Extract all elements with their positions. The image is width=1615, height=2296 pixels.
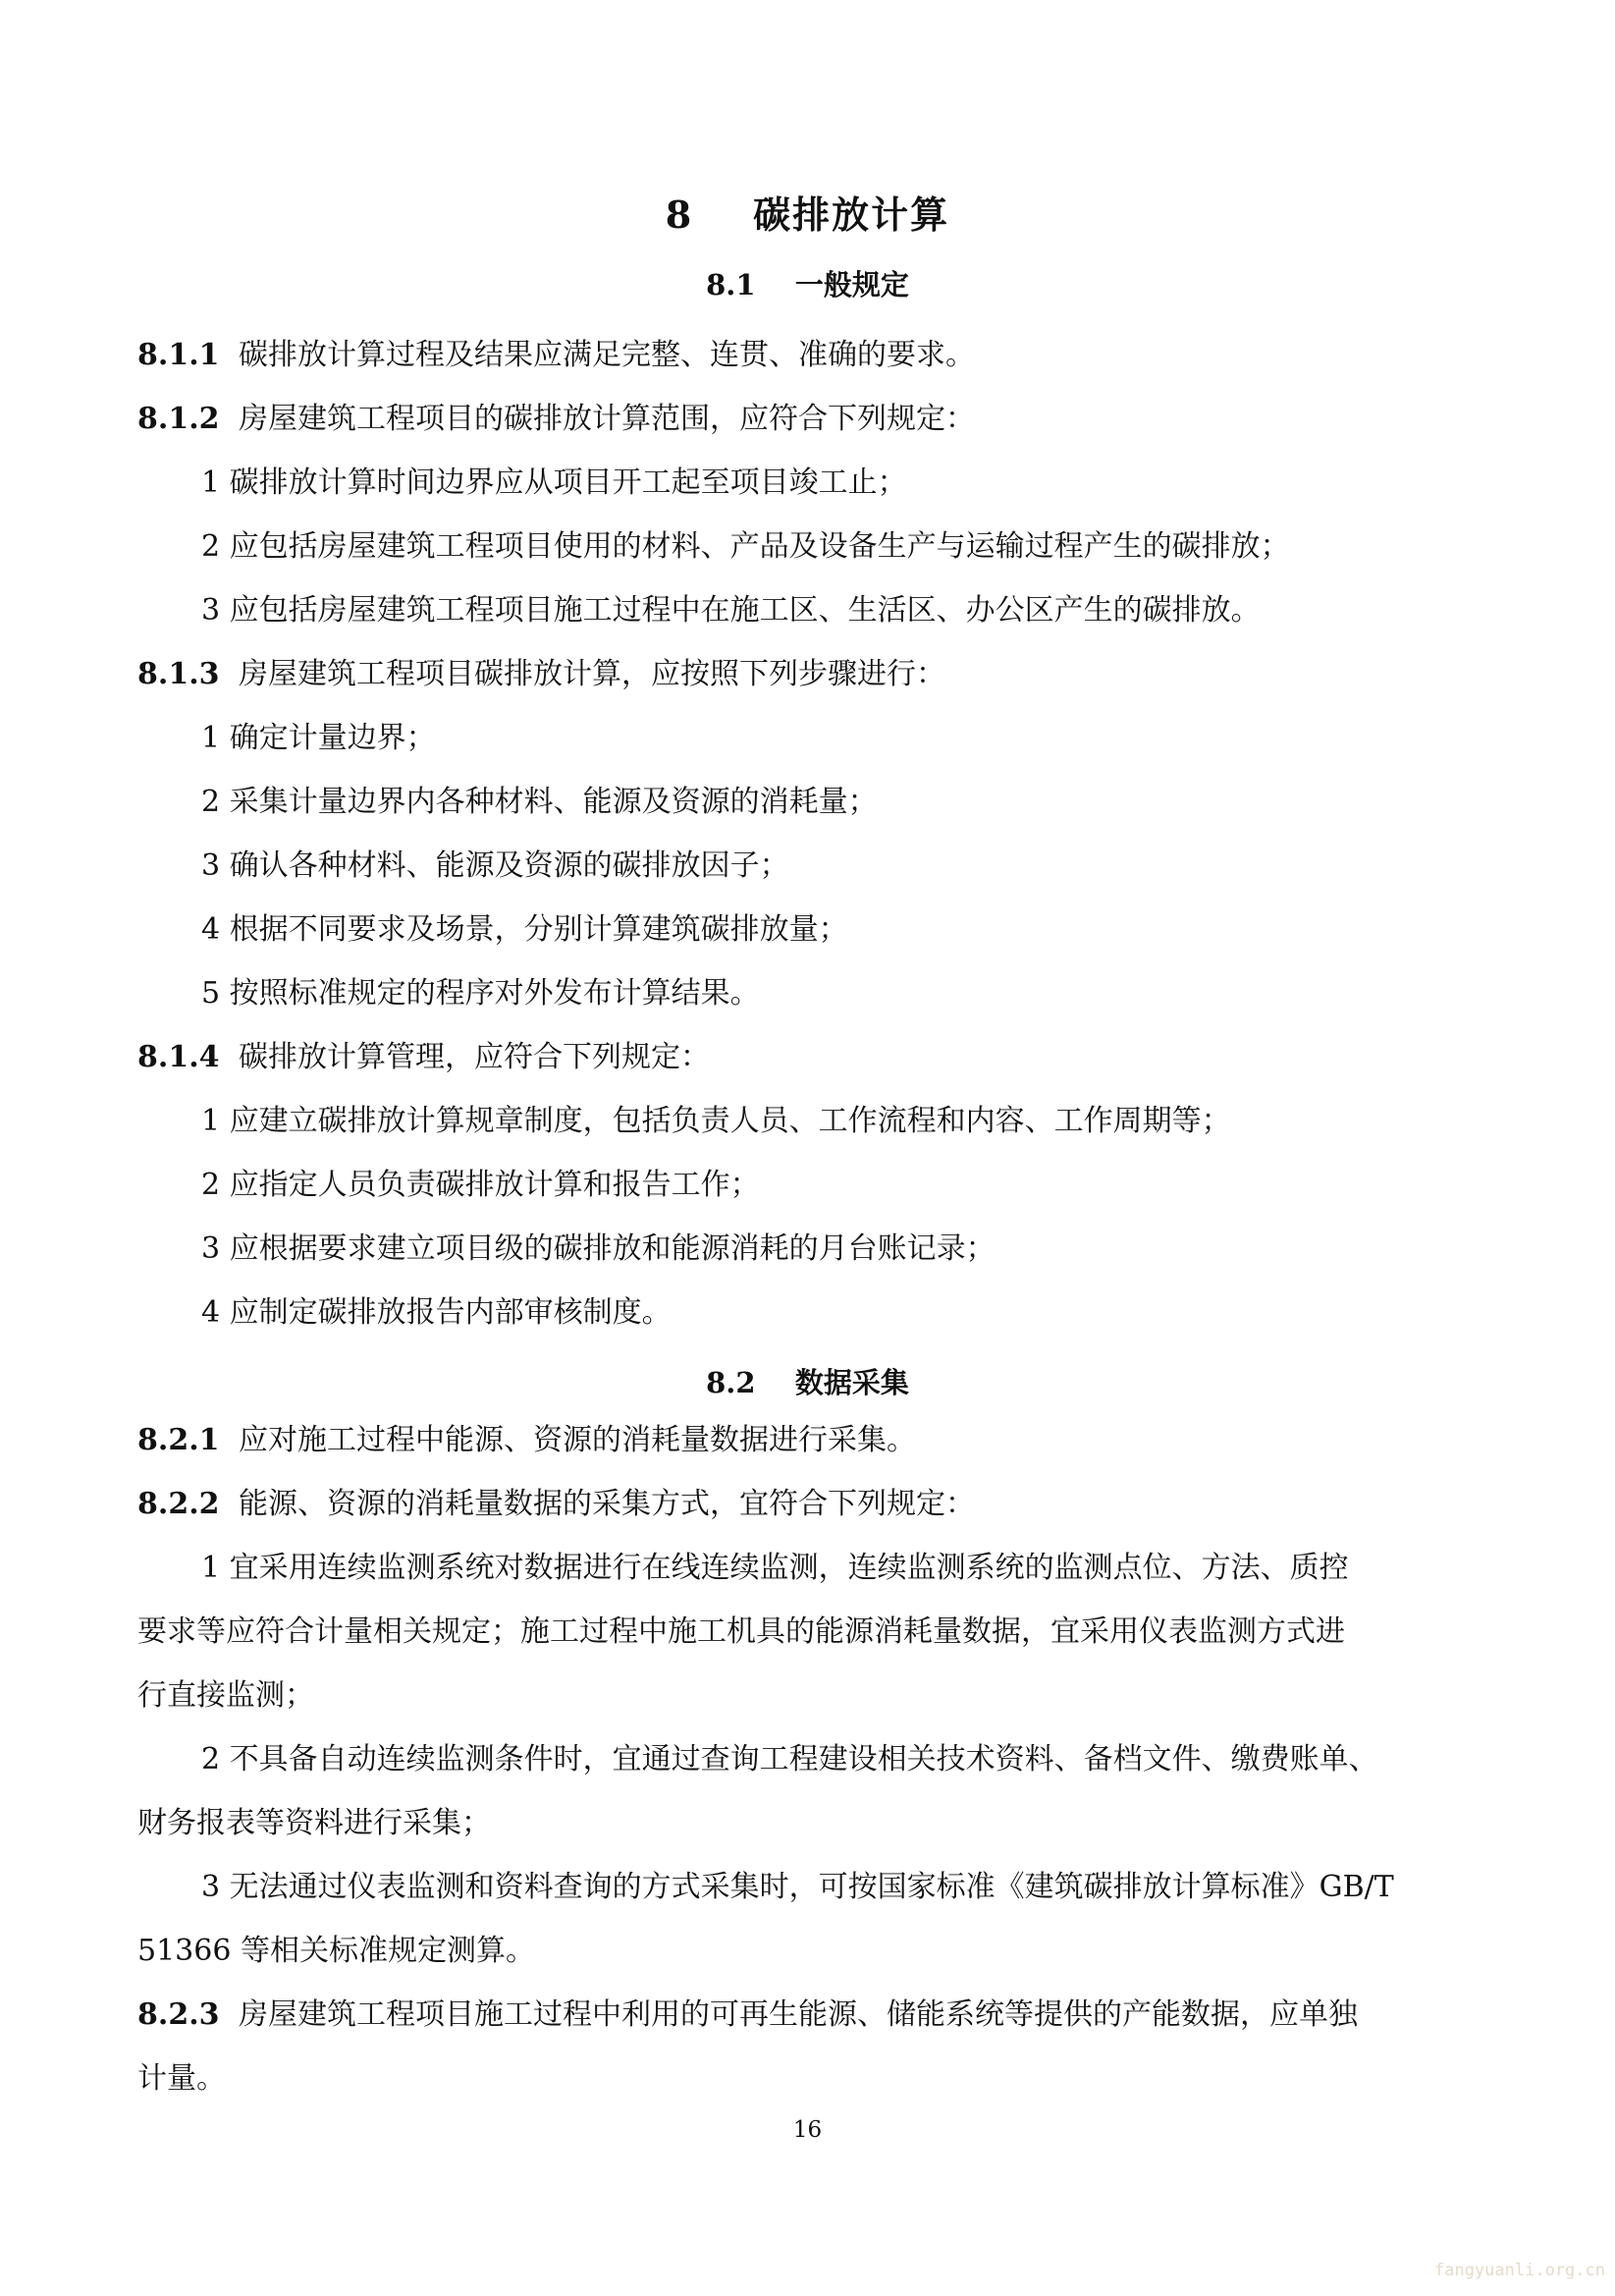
list-item: 1 碳排放计算时间边界应从项目开工起至项目竣工止； (201, 465, 907, 500)
clause-8-1-4: 8.1.4 碳排放计算管理，应符合下列规定： (137, 1040, 710, 1074)
list-item: 2 应指定人员负责碳排放计算和报告工作； (201, 1168, 760, 1202)
clause-8-1-2: 8.1.2 房屋建筑工程项目的碳排放计算范围，应符合下列规定： (137, 402, 975, 436)
chapter-title (0, 185, 1615, 239)
watermark: fangyuanli.org.cn (1434, 2261, 1605, 2280)
clause-8-2-1: 8.2.1 应对施工过程中能源、资源的消耗量数据进行采集。 (137, 1423, 916, 1457)
chapter-name: 碳排放计算 (753, 192, 950, 237)
list-item: 3 应根据要求建立项目级的碳排放和能源消耗的月台账记录； (201, 1231, 996, 1266)
list-item: 1 应建立碳排放计算规章制度，包括负责人员、工作流程和内容、工作周期等； (201, 1104, 1231, 1138)
section-title-8-2: 8.2 数据采集 (706, 1366, 909, 1399)
clause-8-2-3: 8.2.3 房屋建筑工程项目施工过程中利用的可再生能源、储能系统等提供的产能数据，应单独 (137, 1997, 1358, 2032)
list-item: 4 根据不同要求及场景，分别计算建筑碳排放量； (201, 912, 848, 947)
clause-continuation: 计量。 (137, 2061, 226, 2096)
list-item: 4 应制定碳排放报告内部审核制度。 (201, 1295, 672, 1330)
list-item-continuation: 行直接监测； (137, 1678, 314, 1713)
list-item: 3 应包括房屋建筑工程项目施工过程中在施工区、生活区、办公区产生的碳排放。 (201, 593, 1261, 628)
list-item-continuation: 要求等应符合计量相关规定；施工过程中施工机具的能源消耗量数据，宜采用仪表监测方式进 (137, 1614, 1345, 1649)
clause-8-1-1: 8.1.1 碳排放计算过程及结果应满足完整、连贯、准确的要求。 (137, 338, 975, 372)
section-title-8-1: 8.1 一般规定 (706, 268, 909, 301)
list-item: 1 宜采用连续监测系统对数据进行在线连续监测，连续监测系统的监测点位、方法、质控 (201, 1551, 1349, 1585)
list-item: 1 确定计量边界； (201, 721, 436, 755)
list-item-continuation: 51366 等相关标准规定测算。 (137, 1934, 535, 1968)
list-item: 2 采集计量边界内各种材料、能源及资源的消耗量； (201, 785, 878, 819)
list-item: 2 不具备自动连续监测条件时，宜通过查询工程建设相关技术资料、备档文件、缴费账单、 (201, 1742, 1378, 1777)
chapter-number: 8 (665, 192, 694, 237)
list-item: 5 按照标准规定的程序对外发布计算结果。 (201, 976, 760, 1011)
list-item: 3 确认各种材料、能源及资源的碳排放因子； (201, 848, 789, 883)
list-item-continuation: 财务报表等资料进行采集； (137, 1806, 491, 1840)
list-item: 3 无法通过仪表监测和资料查询的方式采集时，可按国家标准《建筑碳排放计算标准》GB/T (201, 1870, 1394, 1904)
page-number: 16 (792, 2117, 823, 2143)
clause-8-2-2: 8.2.2 能源、资源的消耗量数据的采集方式，宜符合下列规定： (137, 1487, 975, 1521)
list-item: 2 应包括房屋建筑工程项目使用的材料、产品及设备生产与运输过程产生的碳排放； (201, 529, 1290, 564)
clause-8-1-3: 8.1.3 房屋建筑工程项目碳排放计算，应按照下列步骤进行： (137, 657, 945, 691)
